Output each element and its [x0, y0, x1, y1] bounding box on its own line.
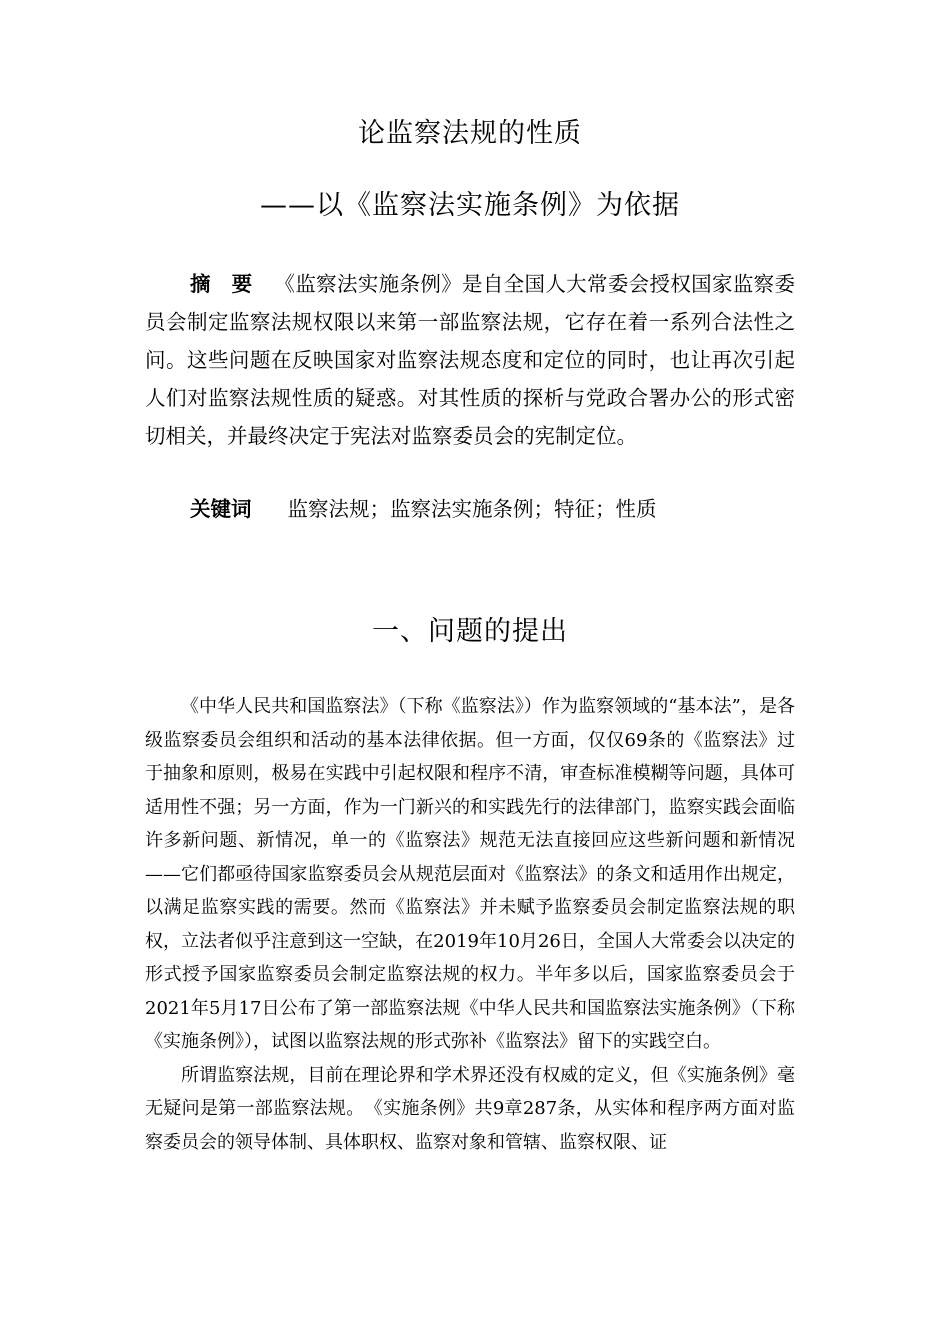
paper-title: 论监察法规的性质	[358, 118, 582, 149]
keywords	[190, 490, 795, 528]
section-heading: 一、问题的提出	[372, 616, 568, 647]
abstract	[145, 265, 795, 455]
keywords-label: 关键词	[190, 497, 252, 521]
abstract-text: 《监察法实施条例》是自全国人大常委会授权国家监察委员会制定监察法规权限以来第一部监察法规，它存在着一系列合法性之问。这些问题在反映国家对监察法规态度和定位的同时，也让再次引起人们对监察法规性质的疑惑。对其性质的探析与党政合署办公的形式密切相关，并最终决定于宪法对监察委员会的宪制定位。	[145, 272, 795, 448]
keywords-text: 监察法规；监察法实施条例；特征；性质	[287, 497, 657, 521]
body-text	[145, 690, 795, 1159]
paper-subtitle: ——以《监察法实施条例》为依据	[260, 190, 680, 221]
abstract-label: 摘 要	[190, 272, 253, 296]
paragraph: 所谓监察法规，目前在理论界和学术界还没有权威的定义，但《实施条例》毫无疑问是第一部监察法规。 《实施条例》共9章287条，从实体和程序两方面对监察委员会的领导体制、具体职权、监察对象和管辖、监察权限、证	[145, 1064, 795, 1153]
paragraph: 《中华人民共和国监察法》（下称《监察法》）作为监察领域的“基本法”，是各级监察委员会组织和活动的基本法律依据。但一方面，仅仅69条的《监察法》过于抽象和原则，极易在实践中引起权限和程序不清，审查标准模糊等问题，具体可适用性不强；另一方面，作为一门新兴的和实践先行的法律部门，监察实践会面临许多新问题、新情况，单一的《监察法》规范无法直接回应这些新问题和新情况——它们都亟待国家监察委员会从规范层面对《监察法》的条文和适用作出规定，以满足监察实践的需要。然而《监察法》并未赋予监察委员会制定监察法规的职权，立法者似乎注意到这一空缺，在2019年10月26日，全国人大常委会以决定的形式授予国家监察委员会制定监察法规的权力。半年多以后，国家监察委员会于2021年5月17日公布了第一部监察法规《中华人民共和国监察法实施条例》（下称《实施条例》），试图以监察法规的形式弥补《监察法》留下的实践空白。	[145, 696, 795, 1052]
